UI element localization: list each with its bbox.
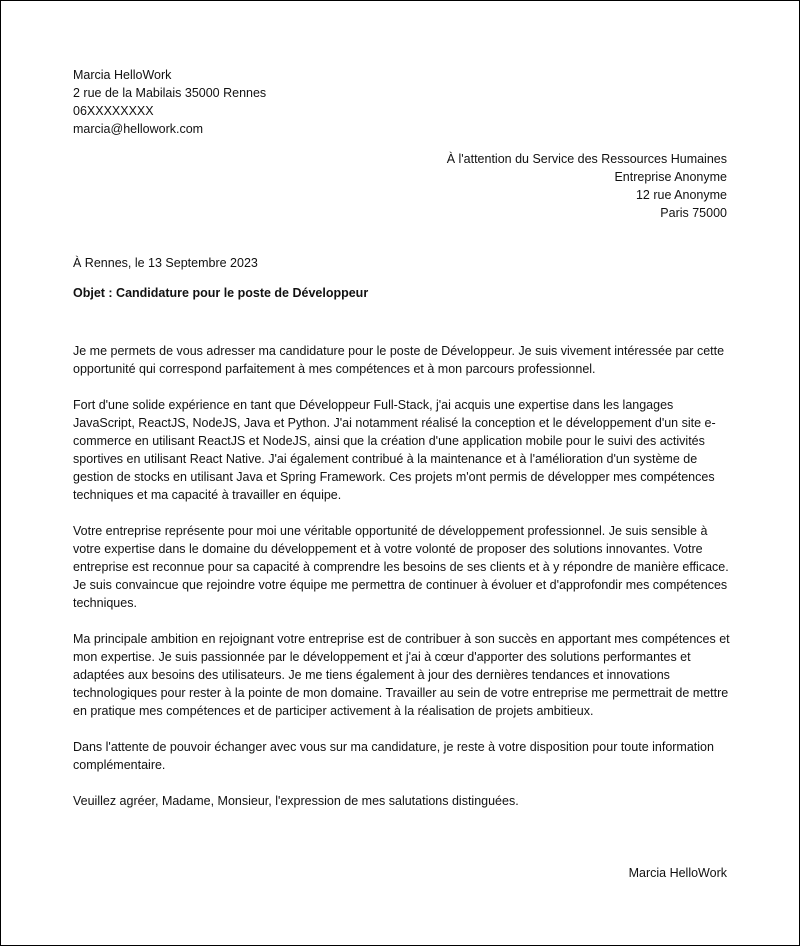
recipient-street: 12 rue Anonyme (635, 188, 727, 202)
body-paragraph: Votre entreprise représente pour moi une véritable opportunité de développement professionnel. Je suis sensible à votre expertise dans le domaine du développement et à votre volonté de proposer des solutions innovantes. Votre entreprise est reconnue pour sa capacité à comprendre les besoins de ses clients et à y répondre de manière efficace. Je suis convaincue que rejoindre votre équipe me permettra de continuer à évoluer et d'approfondir mes compétences techniques. (73, 524, 729, 610)
subject-line: Objet : Candidature pour le poste de Développeur (73, 286, 369, 300)
sender-address: 2 rue de la Mabilais 35000 Rennes (73, 86, 267, 100)
sender-block (73, 66, 266, 138)
recipient-attention: À l'attention du Service des Ressources Humaines (446, 152, 727, 166)
recipient-block (447, 150, 727, 222)
body-paragraph: Je me permets de vous adresser ma candidature pour le poste de Développeur. Je suis vivement intéressée par cette opportunité qui correspond parfaitement à mes compétences et à mon parcours professionnel. (73, 344, 725, 376)
body-paragraph: Dans l'attente de pouvoir échanger avec vous sur ma candidature, je reste à votre disposition pour toute information complémentaire. (73, 740, 714, 772)
sender-phone: 06XXXXXXXX (73, 104, 154, 118)
closing-paragraph: Veuillez agréer, Madame, Monsieur, l'expression de mes salutations distinguées. (73, 794, 519, 808)
sender-email: marcia@hellowork.com (73, 122, 204, 136)
body-paragraph: Ma principale ambition en rejoignant votre entreprise est de contribuer à son succès en apportant mes compétences et mon expertise. Je suis passionnée par le développement et j'ai à cœur d'apporter des solutions performantes et adaptées aux besoins des utilisateurs. Je me tiens également à jour des dernières tendances et innovations technologiques pour rester à la pointe de mon domaine. Travailler au sein de votre entreprise me permettrait de mettre en pratique mes compétences et de participer activement à la réalisation de projets ambitieux. (73, 632, 730, 718)
signature: Marcia HelloWork (628, 866, 727, 880)
body-paragraph: Fort d'une solide expérience en tant que Développeur Full-Stack, j'ai acquis une expertise dans les langages JavaScript, ReactJS, NodeJS, Java et Python. J'ai notamment réalisé la conception et le développement d'un site e-commerce en utilisant ReactJS et NodeJS, ainsi que la création d'une application mobile pour le suivi des activités sportives en utilisant React Native. J'ai également contribué à la maintenance et à l'amélioration d'un système de gestion de stocks en utilisant Java et Spring Framework. Ces projets m'ont permis de développer mes compétences techniques et ma capacité à travailler en équipe. (73, 398, 716, 502)
recipient-city: Paris 75000 (660, 206, 727, 220)
sender-name: Marcia HelloWork (73, 68, 172, 82)
date-line: À Rennes, le 13 Septembre 2023 (73, 256, 258, 270)
recipient-company: Entreprise Anonyme (614, 170, 727, 184)
letter-body (73, 342, 733, 828)
